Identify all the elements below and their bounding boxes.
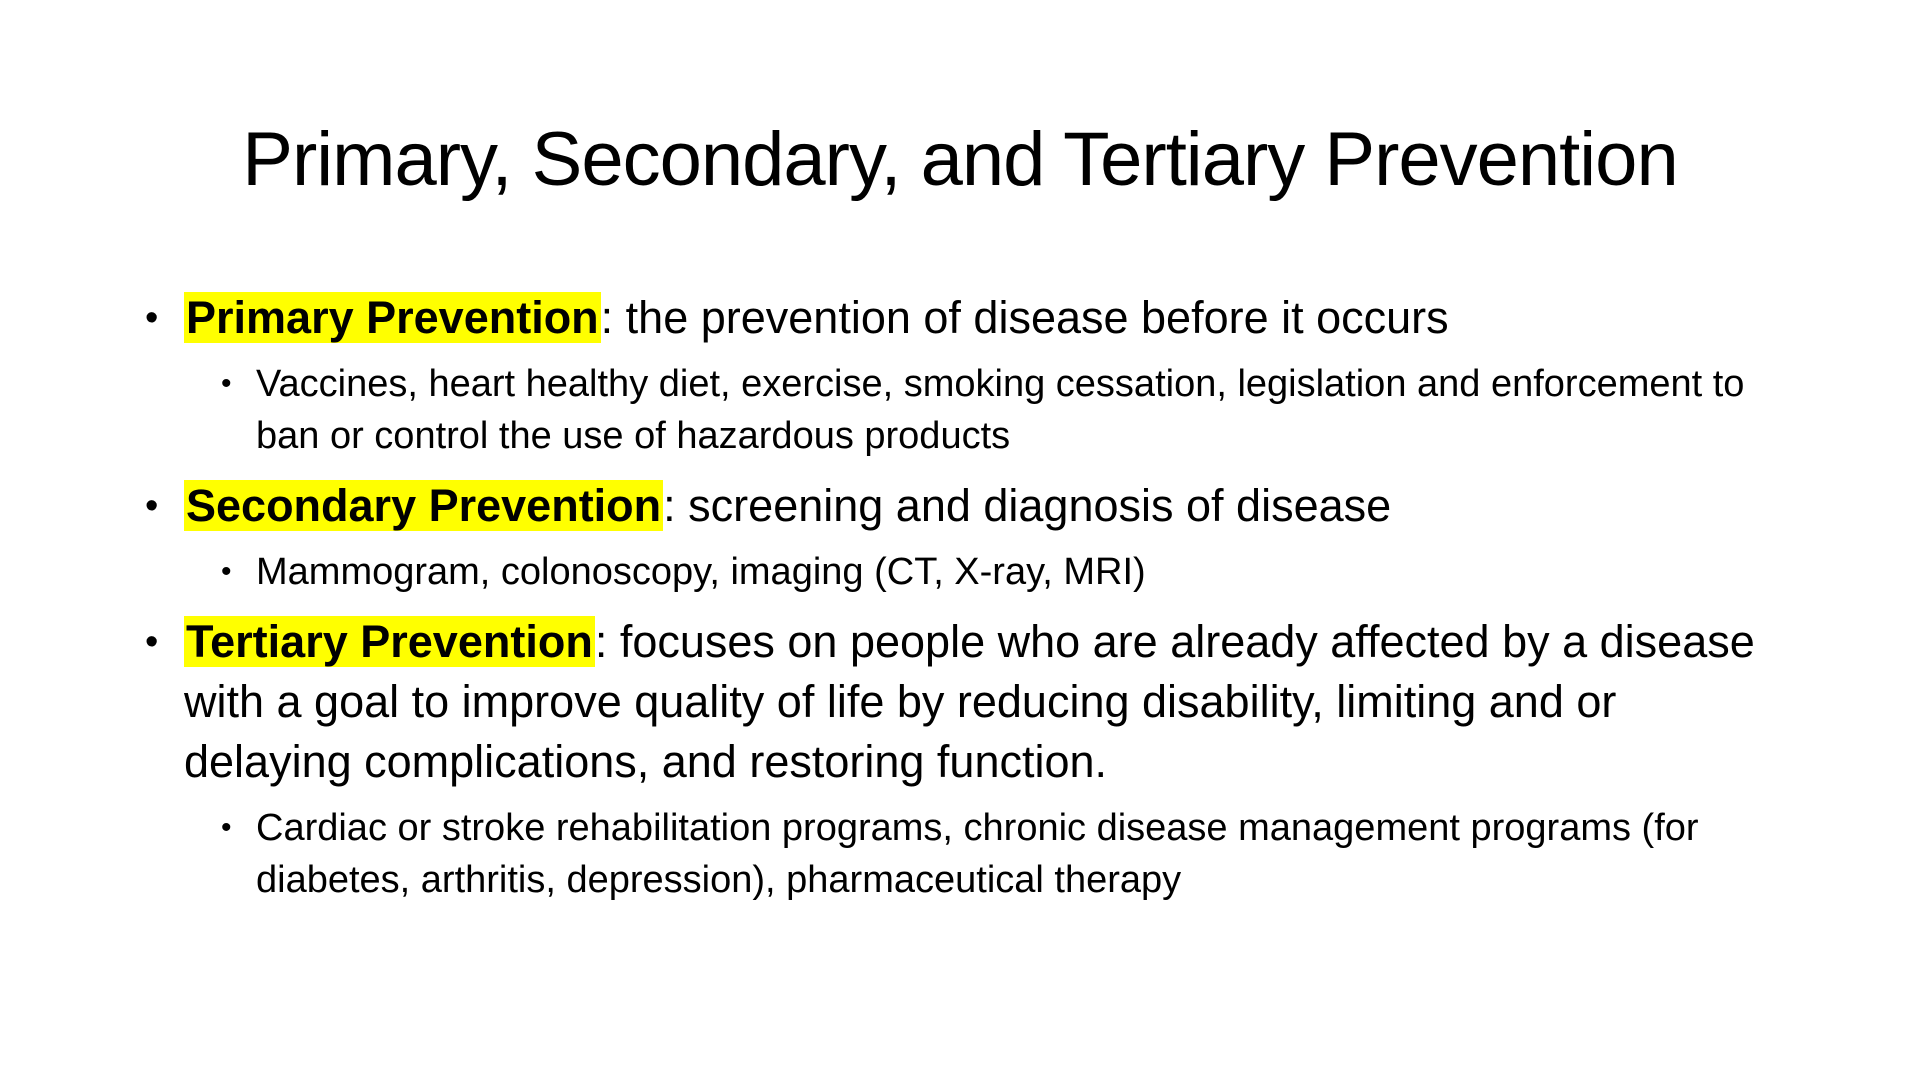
sub-bullet-icon: • — [221, 555, 232, 588]
bullet-tertiary-prevention — [145, 612, 1795, 792]
bullet-icon: • — [145, 485, 159, 527]
sub-bullet-text: Cardiac or stroke rehabilitation programs, chronic disease management programs (for diabetes, arthritis, depression), pharmaceutical therapy — [256, 807, 1699, 901]
highlighted-term: Tertiary Prevention — [186, 616, 593, 667]
slide-title: Primary, Secondary, and Tertiary Prevention — [242, 117, 1678, 202]
sub-bullet-secondary-examples — [145, 546, 1795, 598]
highlighted-term: Secondary Prevention — [186, 480, 662, 531]
sub-bullet-tertiary-examples — [145, 802, 1795, 906]
bullet-icon: • — [145, 297, 159, 339]
bullet-primary-prevention — [145, 288, 1795, 348]
term-description: : focuses on people who are already affected by a disease with a goal to improve quality of life by reducing disability, limiting and or delaying complications, and restoring function. — [184, 616, 1755, 787]
bullet-secondary-prevention — [145, 476, 1795, 536]
sub-bullet-icon: • — [221, 811, 232, 844]
sub-bullet-icon: • — [221, 367, 232, 400]
bullet-list — [145, 288, 1795, 920]
highlighted-term: Primary Prevention — [186, 292, 599, 343]
sub-bullet-text: Vaccines, heart healthy diet, exercise, smoking cessation, legislation and enforcement to ban or control the use of hazardous products — [256, 363, 1745, 457]
sub-bullet-text: Mammogram, colonoscopy, imaging (CT, X-ray, MRI) — [256, 551, 1146, 593]
term-description: : screening and diagnosis of disease — [663, 480, 1392, 531]
term-description: : the prevention of disease before it occurs — [600, 292, 1449, 343]
sub-bullet-primary-examples — [145, 358, 1795, 462]
bullet-icon: • — [145, 621, 159, 663]
